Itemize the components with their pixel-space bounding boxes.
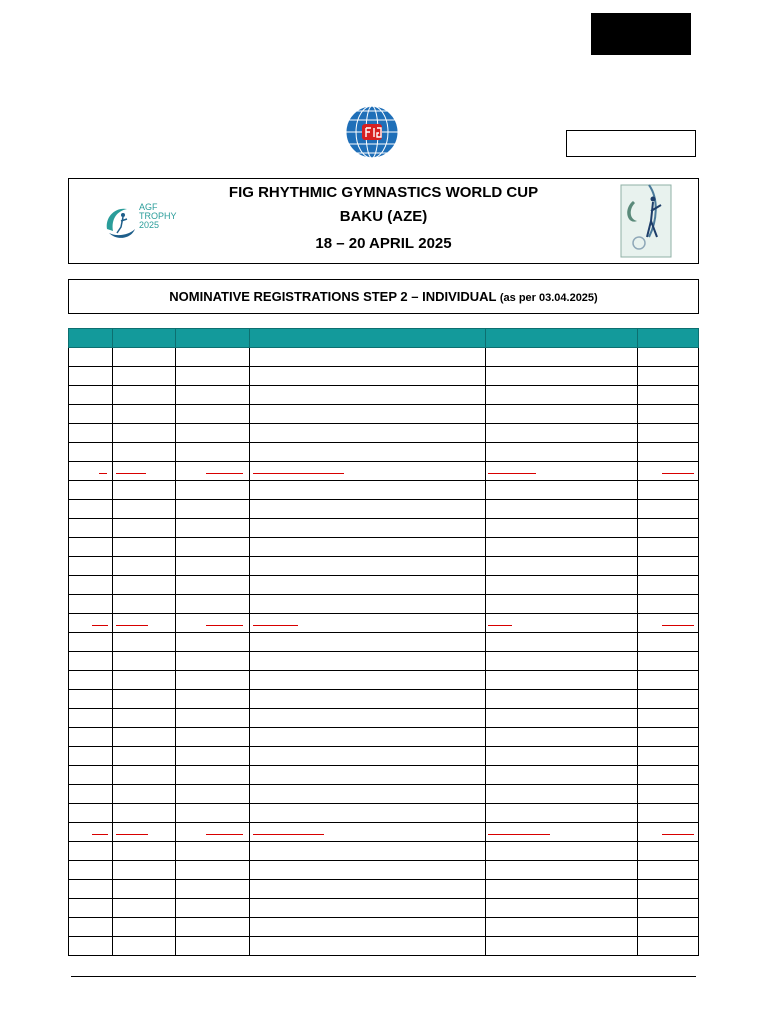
- table-header-cell: [68, 328, 112, 348]
- table-cell: [68, 880, 112, 899]
- table-cell: [112, 443, 175, 462]
- table-cell: [112, 652, 175, 671]
- table-cell: [637, 880, 699, 899]
- table-cell: [637, 614, 699, 633]
- table-cell: [485, 386, 637, 405]
- table-cell: [175, 633, 249, 652]
- table-row: [68, 728, 699, 747]
- registration-title: NOMINATIVE REGISTRATIONS STEP 2 – INDIVIDUAL: [169, 289, 497, 304]
- table-cell: [637, 500, 699, 519]
- table-cell: [112, 367, 175, 386]
- table-cell: [68, 709, 112, 728]
- table-cell: [175, 538, 249, 557]
- table-cell: [112, 785, 175, 804]
- table-cell: [112, 899, 175, 918]
- table-row: [68, 538, 699, 557]
- table-cell: [485, 937, 637, 956]
- table-cell: [68, 443, 112, 462]
- table-cell: [68, 918, 112, 937]
- table-cell: [249, 823, 485, 842]
- table-cell: [175, 671, 249, 690]
- table-header-row: [68, 328, 699, 348]
- table-cell: [68, 424, 112, 443]
- table-cell: [112, 747, 175, 766]
- table-cell: [112, 766, 175, 785]
- table-cell: [637, 823, 699, 842]
- withdrawn-strike-line: [99, 473, 107, 474]
- table-cell: [68, 861, 112, 880]
- table-cell: [637, 348, 699, 367]
- table-row: [68, 367, 699, 386]
- table-cell: [249, 880, 485, 899]
- table-cell: [637, 804, 699, 823]
- registration-title-box: [68, 279, 699, 314]
- table-cell: [485, 842, 637, 861]
- table-cell: [112, 576, 175, 595]
- table-cell: [175, 424, 249, 443]
- table-cell: [485, 671, 637, 690]
- table-cell: [637, 671, 699, 690]
- table-cell: [249, 519, 485, 538]
- table-cell: [485, 823, 637, 842]
- table-cell: [485, 652, 637, 671]
- table-cell: [249, 443, 485, 462]
- table-cell: [175, 595, 249, 614]
- table-cell: [637, 519, 699, 538]
- table-cell: [68, 766, 112, 785]
- table-cell: [485, 747, 637, 766]
- table-cell: [112, 386, 175, 405]
- table-cell: [68, 614, 112, 633]
- table-cell: [637, 728, 699, 747]
- table-cell: [637, 557, 699, 576]
- table-cell: [249, 728, 485, 747]
- table-cell: [68, 937, 112, 956]
- event-title: FIG RHYTHMIC GYMNASTICS WORLD CUP: [228, 184, 539, 201]
- table-cell: [112, 538, 175, 557]
- withdrawn-strike-line: [253, 625, 298, 626]
- table-cell: [175, 614, 249, 633]
- table-cell: [637, 709, 699, 728]
- table-cell: [68, 785, 112, 804]
- redaction-box: [591, 13, 691, 55]
- table-cell: [112, 462, 175, 481]
- table-cell: [637, 405, 699, 424]
- document-id-box: [566, 130, 696, 157]
- agf-logo-line2: TROPHY: [139, 211, 177, 221]
- table-cell: [175, 937, 249, 956]
- table-cell: [249, 671, 485, 690]
- withdrawn-strike-line: [206, 625, 243, 626]
- withdrawn-strike-line: [116, 834, 148, 835]
- table-cell: [112, 595, 175, 614]
- table-cell: [68, 519, 112, 538]
- table-cell: [637, 785, 699, 804]
- table-cell: [68, 690, 112, 709]
- table-row: [68, 918, 699, 937]
- event-city: BAKU (AZE): [339, 208, 428, 225]
- table-cell: [637, 937, 699, 956]
- table-row: [68, 747, 699, 766]
- table-cell: [68, 481, 112, 500]
- table-cell: [485, 500, 637, 519]
- table-cell: [175, 386, 249, 405]
- table-cell: [637, 443, 699, 462]
- withdrawn-strike-line: [253, 473, 344, 474]
- table-row: [68, 557, 699, 576]
- table-cell: [485, 709, 637, 728]
- withdrawn-strike-line: [116, 473, 146, 474]
- table-row: [68, 614, 699, 633]
- table-cell: [112, 500, 175, 519]
- table-cell: [175, 500, 249, 519]
- table-cell: [68, 462, 112, 481]
- table-cell: [637, 538, 699, 557]
- table-cell: [175, 747, 249, 766]
- table-cell: [249, 576, 485, 595]
- table-row: [68, 386, 699, 405]
- table-cell: [175, 709, 249, 728]
- table-cell: [175, 728, 249, 747]
- table-row: [68, 709, 699, 728]
- table-cell: [68, 405, 112, 424]
- table-cell: [485, 424, 637, 443]
- table-cell: [249, 652, 485, 671]
- table-cell: [112, 937, 175, 956]
- table-cell: [112, 728, 175, 747]
- withdrawn-strike-line: [488, 834, 550, 835]
- table-cell: [485, 785, 637, 804]
- table-cell: [68, 348, 112, 367]
- table-cell: [175, 405, 249, 424]
- table-cell: [175, 861, 249, 880]
- table-cell: [249, 538, 485, 557]
- table-cell: [485, 880, 637, 899]
- table-cell: [637, 462, 699, 481]
- table-cell: [249, 462, 485, 481]
- table-cell: [485, 614, 637, 633]
- table-cell: [249, 348, 485, 367]
- table-row: [68, 595, 699, 614]
- table-header-cell: [175, 328, 249, 348]
- table-cell: [175, 785, 249, 804]
- table-cell: [112, 861, 175, 880]
- table-cell: [637, 747, 699, 766]
- table-cell: [112, 823, 175, 842]
- table-cell: [249, 367, 485, 386]
- table-header-cell: [637, 328, 699, 348]
- table-cell: [485, 481, 637, 500]
- table-cell: [249, 804, 485, 823]
- table-cell: [485, 443, 637, 462]
- table-cell: [175, 766, 249, 785]
- registration-date: (as per 03.04.2025): [499, 292, 598, 304]
- table-row: [68, 823, 699, 842]
- table-cell: [68, 652, 112, 671]
- table-cell: [637, 861, 699, 880]
- table-cell: [112, 614, 175, 633]
- footer-rule: [71, 976, 696, 977]
- table-cell: [68, 747, 112, 766]
- table-cell: [485, 595, 637, 614]
- table-cell: [68, 386, 112, 405]
- table-cell: [637, 576, 699, 595]
- withdrawn-strike-line: [116, 625, 148, 626]
- table-cell: [637, 652, 699, 671]
- table-cell: [175, 899, 249, 918]
- table-header-cell: [249, 328, 485, 348]
- withdrawn-strike-line: [488, 625, 512, 626]
- table-cell: [112, 557, 175, 576]
- table-cell: [485, 766, 637, 785]
- table-cell: [249, 937, 485, 956]
- table-cell: [485, 367, 637, 386]
- table-cell: [249, 595, 485, 614]
- table-cell: [249, 405, 485, 424]
- table-cell: [112, 671, 175, 690]
- table-row: [68, 348, 699, 367]
- table-cell: [249, 424, 485, 443]
- fig-globe-logo-icon: [344, 104, 400, 160]
- table-cell: [249, 690, 485, 709]
- table-header-cell: [112, 328, 175, 348]
- table-cell: [637, 481, 699, 500]
- table-row: [68, 690, 699, 709]
- table-cell: [175, 842, 249, 861]
- table-row: [68, 766, 699, 785]
- table-row: [68, 842, 699, 861]
- table-row: [68, 576, 699, 595]
- table-cell: [68, 500, 112, 519]
- table-row: [68, 633, 699, 652]
- table-cell: [68, 804, 112, 823]
- table-cell: [112, 519, 175, 538]
- table-row: [68, 804, 699, 823]
- table-cell: [249, 918, 485, 937]
- table-cell: [68, 595, 112, 614]
- table-cell: [249, 481, 485, 500]
- table-row: [68, 785, 699, 804]
- table-cell: [175, 576, 249, 595]
- table-cell: [249, 785, 485, 804]
- table-cell: [68, 842, 112, 861]
- table-cell: [249, 500, 485, 519]
- table-cell: [175, 462, 249, 481]
- table-row: [68, 405, 699, 424]
- table-cell: [637, 595, 699, 614]
- table-cell: [112, 405, 175, 424]
- table-cell: [175, 823, 249, 842]
- table-cell: [175, 348, 249, 367]
- table-cell: [637, 918, 699, 937]
- table-cell: [112, 633, 175, 652]
- baku-world-cup-logo-icon: [613, 181, 677, 259]
- event-header-box: [68, 178, 699, 264]
- table-cell: [68, 538, 112, 557]
- table-cell: [112, 918, 175, 937]
- table-row: [68, 519, 699, 538]
- table-cell: [249, 633, 485, 652]
- table-cell: [485, 519, 637, 538]
- withdrawn-strike-line: [662, 834, 694, 835]
- table-cell: [175, 519, 249, 538]
- table-cell: [485, 861, 637, 880]
- agf-logo-line3: 2025: [139, 220, 160, 230]
- table-cell: [637, 899, 699, 918]
- table-cell: [68, 576, 112, 595]
- table-row: [68, 937, 699, 956]
- table-cell: [485, 348, 637, 367]
- table-row: [68, 500, 699, 519]
- withdrawn-strike-line: [662, 473, 694, 474]
- table-cell: [175, 557, 249, 576]
- table-row: [68, 671, 699, 690]
- table-header-cell: [485, 328, 637, 348]
- table-row: [68, 899, 699, 918]
- table-row: [68, 652, 699, 671]
- table-cell: [175, 652, 249, 671]
- withdrawn-strike-line: [92, 834, 108, 835]
- table-cell: [112, 804, 175, 823]
- table-cell: [637, 766, 699, 785]
- table-cell: [175, 804, 249, 823]
- table-cell: [68, 671, 112, 690]
- table-row: [68, 424, 699, 443]
- table-cell: [637, 690, 699, 709]
- table-cell: [175, 918, 249, 937]
- table-cell: [485, 899, 637, 918]
- withdrawn-strike-line: [206, 473, 243, 474]
- table-cell: [485, 633, 637, 652]
- table-cell: [249, 557, 485, 576]
- table-row: [68, 443, 699, 462]
- table-cell: [68, 557, 112, 576]
- table-cell: [637, 386, 699, 405]
- table-cell: [485, 462, 637, 481]
- table-cell: [485, 690, 637, 709]
- table-cell: [637, 633, 699, 652]
- table-cell: [637, 842, 699, 861]
- event-dates: 18 – 20 APRIL 2025: [315, 235, 452, 252]
- table-cell: [112, 690, 175, 709]
- table-cell: [485, 405, 637, 424]
- table-row: [68, 880, 699, 899]
- table-cell: [485, 804, 637, 823]
- table-cell: [175, 481, 249, 500]
- table-cell: [112, 709, 175, 728]
- table-cell: [68, 899, 112, 918]
- table-cell: [175, 880, 249, 899]
- table-cell: [249, 614, 485, 633]
- table-cell: [249, 766, 485, 785]
- withdrawn-strike-line: [662, 625, 694, 626]
- withdrawn-strike-line: [92, 625, 108, 626]
- table-cell: [112, 424, 175, 443]
- table-row: [68, 462, 699, 481]
- table-cell: [249, 386, 485, 405]
- table-cell: [485, 557, 637, 576]
- withdrawn-strike-line: [253, 834, 324, 835]
- table-cell: [249, 842, 485, 861]
- table-row: [68, 481, 699, 500]
- table-cell: [485, 918, 637, 937]
- withdrawn-strike-line: [488, 473, 536, 474]
- registration-table: [68, 328, 699, 956]
- table-cell: [175, 367, 249, 386]
- table-cell: [249, 747, 485, 766]
- table-cell: [175, 690, 249, 709]
- agf-logo-line1: AGF: [139, 202, 158, 212]
- table-cell: [485, 728, 637, 747]
- table-cell: [112, 481, 175, 500]
- table-row: [68, 861, 699, 880]
- table-cell: [68, 367, 112, 386]
- table-cell: [68, 728, 112, 747]
- table-cell: [637, 367, 699, 386]
- table-cell: [112, 348, 175, 367]
- table-cell: [249, 861, 485, 880]
- table-cell: [485, 538, 637, 557]
- table-cell: [175, 443, 249, 462]
- table-cell: [485, 576, 637, 595]
- withdrawn-strike-line: [206, 834, 243, 835]
- table-cell: [112, 880, 175, 899]
- table-cell: [249, 899, 485, 918]
- table-cell: [637, 424, 699, 443]
- table-cell: [68, 633, 112, 652]
- table-cell: [249, 709, 485, 728]
- table-cell: [68, 823, 112, 842]
- table-cell: [112, 842, 175, 861]
